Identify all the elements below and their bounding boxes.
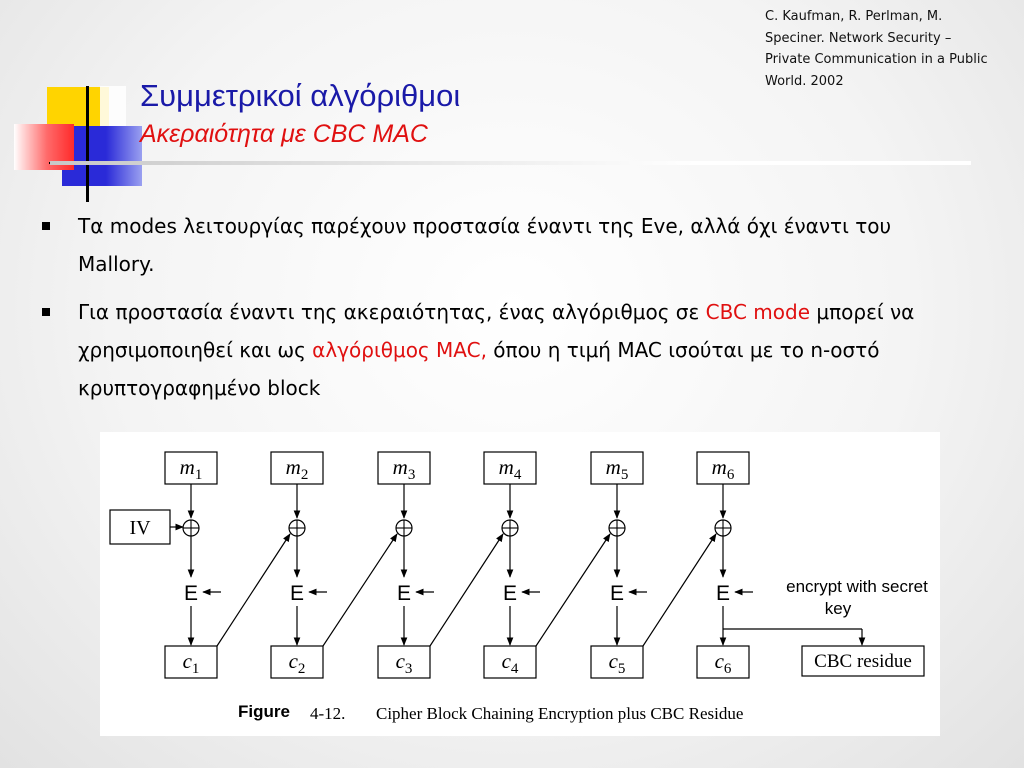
ciphertext-block-label-base: c [714,649,724,673]
iv-label: IV [129,517,151,539]
plaintext-block-label-base: m [392,455,408,479]
title-underline [50,161,971,165]
plaintext-block-label-base: m [711,455,727,479]
caption-text: Cipher Block Chaining Encryption plus CBC Residue [376,704,744,723]
plaintext-block-label-subscript: 4 [513,467,522,483]
encrypt-label: E [715,582,731,605]
ciphertext-block-label-base: c [182,649,192,673]
bullet-text-part: όπου η τιμή MAC ισούται με το n-οστό κρυπτογραφημένο block [78,338,880,400]
encrypt-label: E [289,582,305,605]
plaintext-block-label-subscript: 2 [300,467,309,483]
bullet-list [40,207,940,417]
key-note-line1: encrypt with secret [786,577,928,596]
bullet-text-part: μπορεί να χρησιμοποιηθεί και ως [78,300,915,362]
decor-white-square [100,86,126,126]
ciphertext-block-label-subscript: 1 [191,661,200,677]
highlight-cbc-mode: CBC mode [705,300,811,324]
ciphertext-block-label-base: c [608,649,618,673]
slide-title: Συμμετρικοί αλγόριθμοι [140,78,461,113]
cbc-residue-label: CBC residue [814,651,912,672]
caption-prefix: Figure [238,702,290,721]
plaintext-block-label-subscript: 5 [620,467,629,483]
chain-arrow [643,534,716,646]
encrypt-label: E [502,582,518,605]
plaintext-block-label-base: m [179,455,195,479]
bullet-marker [42,308,50,316]
bullet-text: Τα modes λειτουργίας παρέχουν προστασία έναντι της Eve, αλλά όχι έναντι του Mallory. [78,214,892,276]
ciphertext-block-label-subscript: 5 [617,661,626,677]
highlight-mac-algorithm: αλγόριθμος MAC, [312,338,487,362]
ciphertext-block-label-base: c [395,649,405,673]
encrypt-label: E [183,582,199,605]
bullet-marker [42,222,50,230]
plaintext-block-label-subscript: 1 [194,467,203,483]
ciphertext-block-label-subscript: 4 [510,661,519,677]
key-note-line2: key [824,599,852,618]
chain-arrow [536,534,610,646]
ciphertext-block-label-base: c [501,649,511,673]
chain-arrow [217,534,290,646]
reference-line: Speciner. Network Security – [765,30,952,46]
ciphertext-block-label-subscript: 3 [404,661,413,677]
chain-arrow [430,534,503,646]
reference-line: Private Communication in a Public [765,52,988,67]
cbc-figure [100,432,940,736]
ciphertext-block-label-base: c [288,649,298,673]
plaintext-block-label-subscript: 6 [726,467,735,483]
caption-number: 4-12. [310,704,346,723]
slide-subtitle: Ακεραιότητα με CBC MAC [140,120,428,148]
bullet-item [40,293,940,407]
reference-line: C. Kaufman, R. Perlman, M. [765,9,943,24]
reference-line: World. 2002 [765,73,844,89]
plaintext-block-label-base: m [285,455,301,479]
reference-citation [765,6,1020,92]
encrypt-label: E [609,582,625,605]
chain-arrow [323,534,397,646]
plaintext-block-label-base: m [498,455,514,479]
cbc-diagram [100,432,940,736]
decor-blue-square [62,126,142,186]
plaintext-block-label-base: m [605,455,621,479]
plaintext-block-label-subscript: 3 [407,467,416,483]
decor-vertical-line [86,86,89,202]
ciphertext-block-label-subscript: 6 [723,661,732,677]
bullet-text-part: Για προστασία έναντι της ακεραιότητας, ένας αλγόριθμος σε [78,300,706,324]
bullet-item [40,207,940,283]
encrypt-label: E [396,582,412,605]
ciphertext-block-label-subscript: 2 [297,661,306,677]
